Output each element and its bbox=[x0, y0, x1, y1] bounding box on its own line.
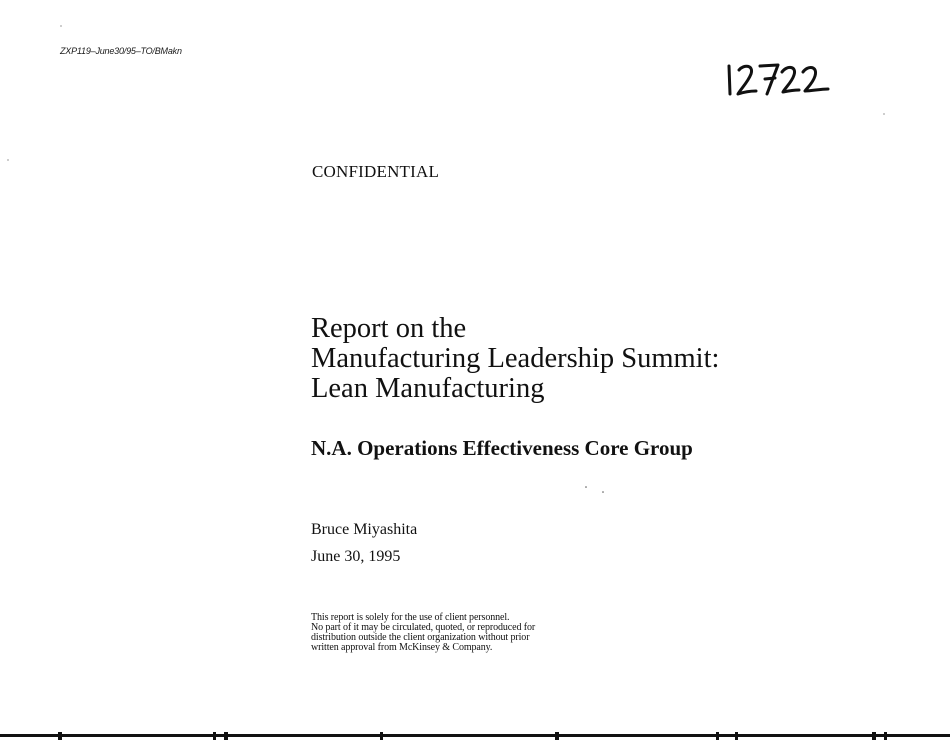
title-line-1: Report on the bbox=[311, 313, 467, 344]
confidentiality-disclaimer bbox=[311, 613, 535, 653]
report-title bbox=[311, 314, 719, 404]
document-code: ZXP119–June30/95–TO/BMakn bbox=[60, 46, 182, 56]
confidential-label: CONFIDENTIAL bbox=[312, 162, 440, 181]
disclaimer-line-3: distribution outside the client organization without prior bbox=[311, 632, 530, 643]
author-name: Bruce Miyashita bbox=[311, 521, 418, 538]
title-line-2: Manufacturing Leadership Summit: bbox=[311, 343, 720, 374]
disclaimer-line-1: This report is solely for the use of client personnel. bbox=[311, 612, 510, 623]
report-date: June 30, 1995 bbox=[311, 548, 401, 565]
scan-edge-border bbox=[0, 732, 950, 740]
disclaimer-line-4: written approval from McKinsey & Company. bbox=[311, 642, 493, 653]
report-subtitle: N.A. Operations Effectiveness Core Group bbox=[311, 436, 693, 460]
disclaimer-line-2: No part of it may be circulated, quoted, or reproduced for bbox=[311, 622, 536, 633]
title-line-3: Lean Manufacturing bbox=[311, 373, 545, 404]
handwritten-document-number bbox=[722, 52, 832, 98]
